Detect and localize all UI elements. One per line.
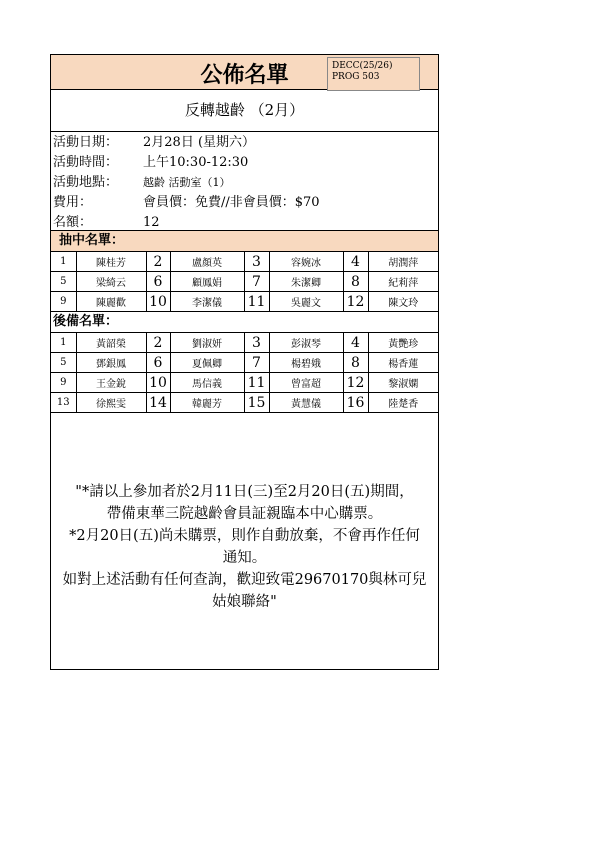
waitlist-name-cell: 鄧銀鳳 <box>76 353 146 373</box>
waitlist-number-cell: 13 <box>51 393 76 413</box>
program-code-box <box>327 57 420 91</box>
waitlist-name-cell: 黃韶榮 <box>76 333 146 353</box>
drawn-name-cell: 陳文玲 <box>368 292 438 312</box>
info-time <box>51 153 438 173</box>
drawn-number-cell: 3 <box>244 252 269 272</box>
waitlist-name-cell: 徐熙雯 <box>76 393 146 413</box>
waitlist-name-cell: 韓麗芳 <box>170 393 244 413</box>
drawn-name-cell: 李潔儀 <box>170 292 244 312</box>
program-code-line-1: DECC(25/26) <box>332 61 393 71</box>
drawn-list-heading: 抽中名單： <box>51 231 438 252</box>
drawn-number-cell: 4 <box>343 252 368 272</box>
drawn-number-cell: 11 <box>244 292 269 312</box>
waitlist-number-cell: 12 <box>343 373 368 393</box>
table-row <box>51 292 438 312</box>
drawn-name-cell: 容婉冰 <box>269 252 343 272</box>
notice-line: *2月20日(五)尚未購票，則作自動放棄，不會再作任何 <box>69 528 420 544</box>
info-quota <box>51 213 438 233</box>
drawn-number-cell: 9 <box>51 292 76 312</box>
waitlist-number-cell: 1 <box>51 333 76 353</box>
waitlist-name-cell: 夏佩卿 <box>170 353 244 373</box>
waitlist-name-cell: 陸楚香 <box>368 393 438 413</box>
program-code-line-2: PROG 503 <box>332 72 380 82</box>
waitlist-number-cell: 2 <box>146 333 170 353</box>
event-info <box>51 132 438 231</box>
waitlist-table <box>51 333 438 413</box>
table-row <box>51 252 438 272</box>
drawn-number-cell: 2 <box>146 252 170 272</box>
waitlist-name-cell: 馬信義 <box>170 373 244 393</box>
drawn-name-cell: 吳麗文 <box>269 292 343 312</box>
waitlist-number-cell: 14 <box>146 393 170 413</box>
waitlist-heading: 後備名單： <box>51 312 438 333</box>
info-label: 活動地點： <box>53 175 119 190</box>
waitlist-number-cell: 6 <box>146 353 170 373</box>
table-row <box>51 272 438 292</box>
info-value: 2月28日 (星期六） <box>143 135 256 150</box>
notice-line: "*請以上參加者於2月11日(三)至2月20日(五)期間， <box>75 484 414 500</box>
drawn-list-table <box>51 252 438 312</box>
drawn-number-cell: 5 <box>51 272 76 292</box>
notice-line: 姑娘聯絡" <box>212 594 277 610</box>
waitlist-name-cell: 黃艷珍 <box>368 333 438 353</box>
waitlist-name-cell: 楊碧娥 <box>269 353 343 373</box>
waitlist-number-cell: 5 <box>51 353 76 373</box>
waitlist-name-cell: 曾富超 <box>269 373 343 393</box>
notice-line: 通知。 <box>222 550 267 566</box>
drawn-number-cell: 6 <box>146 272 170 292</box>
waitlist-number-cell: 8 <box>343 353 368 373</box>
drawn-number-cell: 10 <box>146 292 170 312</box>
waitlist-name-cell: 黎淑嫻 <box>368 373 438 393</box>
info-label: 名額： <box>53 215 93 230</box>
drawn-name-cell: 顧鳳娟 <box>170 272 244 292</box>
drawn-name-cell: 紀莉萍 <box>368 272 438 292</box>
waitlist-number-cell: 3 <box>244 333 269 353</box>
waitlist-number-cell: 16 <box>343 393 368 413</box>
info-value: 會員價：免費//非會員價：$70 <box>143 195 320 210</box>
info-value: 越齡 活動室（1） <box>143 176 231 189</box>
notice-line: 如對上述活動有任何查詢，歡迎致電29670170與林可兒 <box>62 572 427 588</box>
info-fee <box>51 193 438 213</box>
waitlist-number-cell: 11 <box>244 373 269 393</box>
waitlist-name-cell: 黃慧儀 <box>269 393 343 413</box>
drawn-name-cell: 梁綺云 <box>76 272 146 292</box>
purchase-notice <box>51 481 438 613</box>
waitlist-name-cell: 劉淑妍 <box>170 333 244 353</box>
drawn-name-cell: 朱潔卿 <box>269 272 343 292</box>
drawn-name-cell: 胡潤萍 <box>368 252 438 272</box>
waitlist-name-cell: 彭淑琴 <box>269 333 343 353</box>
info-date <box>51 133 438 153</box>
drawn-name-cell: 陳桂芳 <box>76 252 146 272</box>
waitlist-number-cell: 7 <box>244 353 269 373</box>
event-title: 反轉越齡 （2月） <box>51 90 438 132</box>
info-value: 12 <box>143 215 160 230</box>
notice-document <box>50 54 439 670</box>
waitlist-number-cell: 15 <box>244 393 269 413</box>
drawn-number-cell: 7 <box>244 272 269 292</box>
waitlist-number-cell: 10 <box>146 373 170 393</box>
page-title: 公佈名單 <box>200 63 289 88</box>
waitlist-number-cell: 9 <box>51 373 76 393</box>
drawn-number-cell: 12 <box>343 292 368 312</box>
drawn-number-cell: 8 <box>343 272 368 292</box>
waitlist-name-cell: 楊香蓮 <box>368 353 438 373</box>
drawn-name-cell: 陳麗歡 <box>76 292 146 312</box>
info-label: 活動日期： <box>53 135 119 150</box>
info-value: 上午10:30-12:30 <box>143 155 249 170</box>
drawn-number-cell: 1 <box>51 252 76 272</box>
table-row <box>51 353 438 373</box>
info-label: 活動時間： <box>53 155 119 170</box>
table-row <box>51 393 438 413</box>
waitlist-name-cell: 王金銳 <box>76 373 146 393</box>
drawn-name-cell: 盧顏英 <box>170 252 244 272</box>
waitlist-number-cell: 4 <box>343 333 368 353</box>
info-venue <box>51 173 438 193</box>
info-label: 費用： <box>53 195 93 210</box>
table-row <box>51 373 438 393</box>
table-row <box>51 333 438 353</box>
notice-line: 帶備東華三院越齡會員証親臨本中心購票。 <box>106 506 383 522</box>
